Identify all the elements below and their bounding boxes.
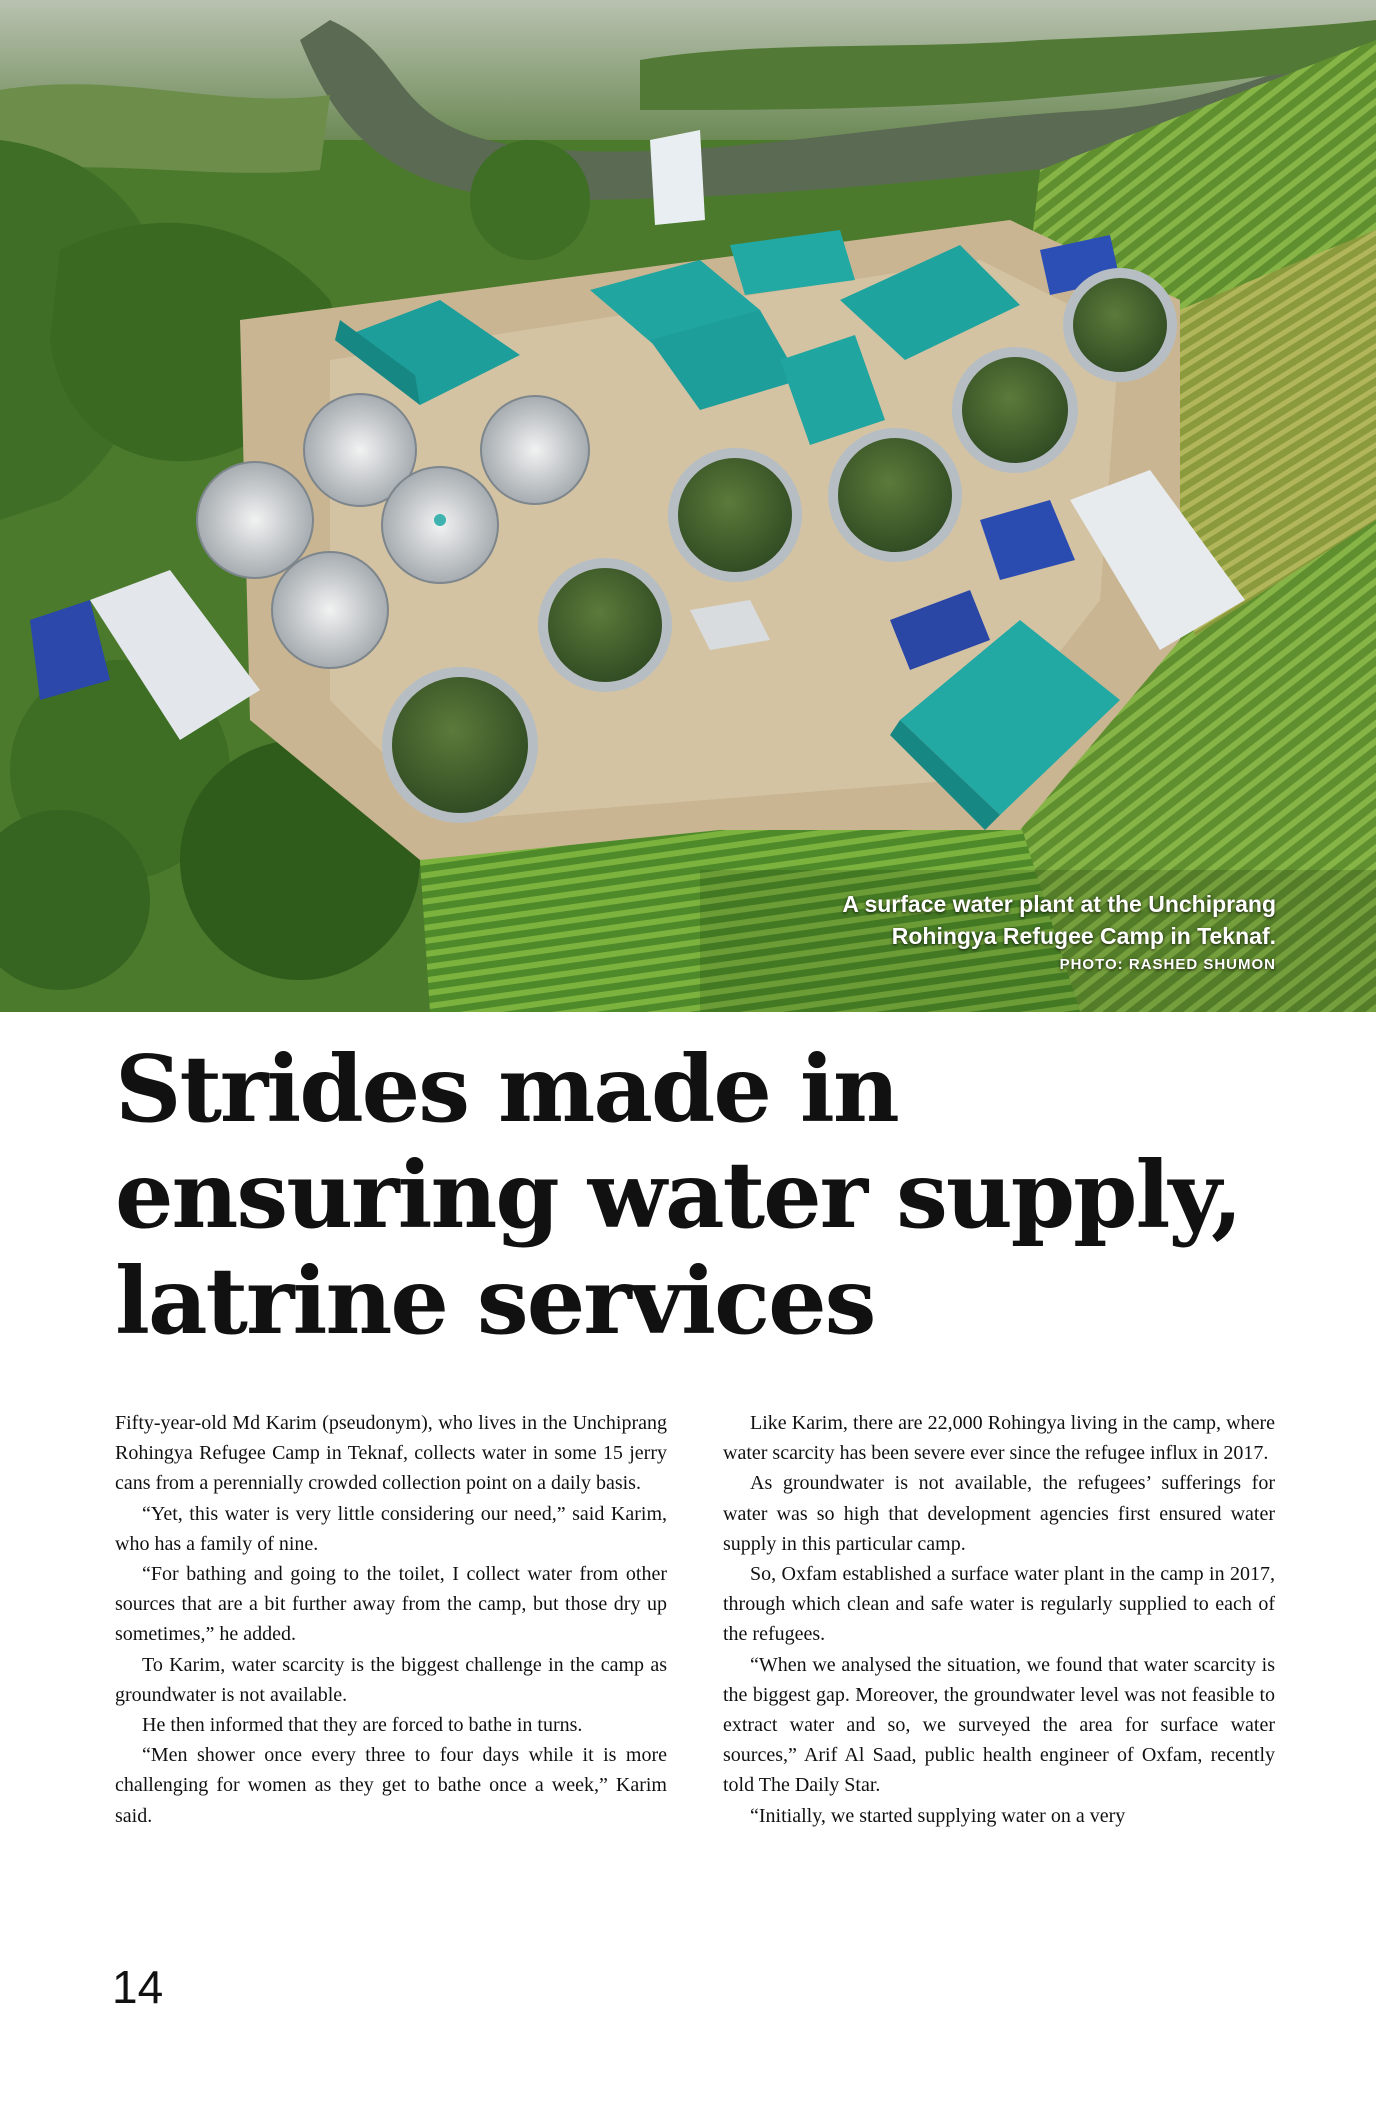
article-paragraph: So, Oxfam established a surface water plant in the camp in 2017, through which clean and safe water is regularly supplied to each of the refugees. (723, 1563, 1275, 1646)
article-paragraph: Fifty-year-old Md Karim (pseudonym), who lives in the Unchiprang Rohingya Refugee Camp in Teknaf, collects water in some 15 jerry cans from a perennially crowded collection point on a daily basis. (115, 1412, 667, 1495)
article-paragraph: To Karim, water scarcity is the biggest challenge in the camp as groundwater is not available. (115, 1653, 667, 1706)
article-paragraph: “For bathing and going to the toilet, I collect water from other sources that are a bit further away from the camp, but those dry up sometimes,” he added. (115, 1563, 667, 1646)
article-paragraph: “Initially, we started supplying water on a very (750, 1804, 1126, 1827)
photo-caption (676, 888, 1276, 978)
article-paragraph: Like Karim, there are 22,000 Rohingya living in the camp, where water scarcity has been severe ever since the refugee influx in 2017. (723, 1412, 1275, 1465)
article-paragraph: “Men shower once every three to four days while it is more challenging for women as they get to bathe once a week,” Karim said. (115, 1744, 667, 1827)
article-paragraph: “Yet, this water is very little considering our need,” said Karim, who has a family of nine. (115, 1502, 667, 1555)
article-column-left (115, 1408, 667, 1831)
caption-line: Rohingya Refugee Camp in Teknaf. (891, 923, 1276, 949)
headline (115, 1036, 1295, 1354)
article-paragraph: As groundwater is not available, the refugees’ sufferings for water was so high that development agencies first ensured water supply in this particular camp. (723, 1472, 1275, 1555)
aerial-water-plant-image (0, 0, 1376, 1012)
caption-line: A surface water plant at the Unchiprang (842, 891, 1276, 917)
article-column-right (723, 1408, 1275, 1831)
headline-line: ensuring water supply, (115, 1141, 1242, 1249)
hero-photo (0, 0, 1376, 1012)
article-paragraph: “When we analysed the situation, we found that water scarcity is the biggest gap. Moreover, the groundwater level was not feasible to extract water and so, we surveyed the area for surface water sources,” Arif Al Saad, public health engineer of Oxfam, recently told The Daily Star. (723, 1653, 1275, 1797)
article-paragraph: He then informed that they are forced to bathe in turns. (142, 1714, 583, 1737)
page-number: 14 (112, 1961, 164, 2013)
photo-credit: PHOTO: RASHED SHUMON (1059, 956, 1276, 973)
headline-line: Strides made in (115, 1035, 898, 1143)
headline-line: latrine services (115, 1247, 875, 1355)
